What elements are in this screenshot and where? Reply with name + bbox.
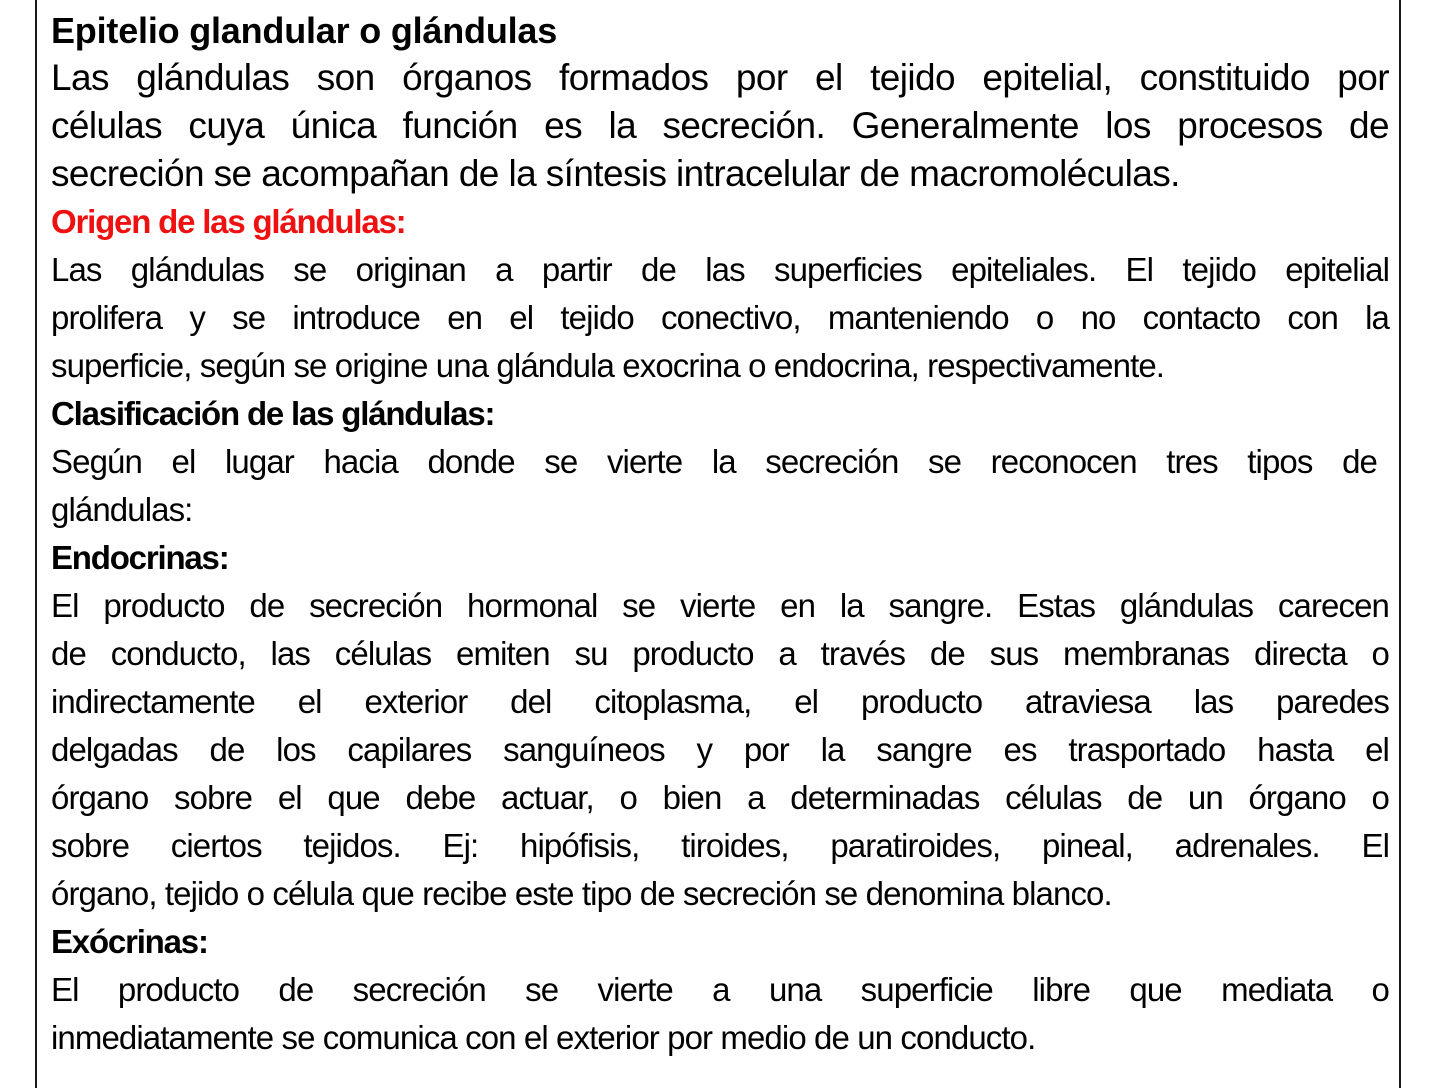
- paragraph-line: Las glándulas se originan a partir de las superficies epiteliales. El tejido epitelial: [51, 251, 1389, 288]
- paragraph-line: glándulas:: [51, 491, 193, 528]
- document-title: Epitelio glandular o glándulas: [51, 10, 558, 51]
- paragraph-line: delgadas de los capilares sanguíneos y por la sangre es trasportado hasta el: [51, 731, 1389, 768]
- paragraph-line: Según el lugar hacia donde se vierte la secreción se reconocen tres tipos de: [51, 443, 1377, 480]
- paragraph-line: superficie, según se origine una glándula exocrina o endocrina, respectivamente.: [51, 347, 1165, 384]
- paragraph-line: indirectamente el exterior del citoplasma, el producto atraviesa las paredes: [51, 683, 1389, 720]
- section-paragraph-endocrinas: [51, 582, 1389, 918]
- intro-line: Las glándulas son órganos formados por el tejido epitelial, constituido por: [51, 57, 1389, 98]
- section-heading-origen: Origen de las glándulas:: [51, 203, 406, 240]
- paragraph-line: órgano sobre el que debe actuar, o bien a determinadas células de un órgano o: [51, 779, 1389, 816]
- paragraph-line: de conducto, las células emiten su producto a través de sus membranas directa o: [51, 635, 1389, 672]
- paragraph-line: órgano, tejido o célula que recibe este tipo de secreción se denomina blanco.: [51, 875, 1112, 912]
- section-paragraph-exocrinas: [51, 966, 1389, 1062]
- section-paragraph-origen: [51, 246, 1389, 390]
- document-body: [51, 8, 1389, 1062]
- intro-line: células cuya única función es la secreción. Generalmente los procesos de: [51, 105, 1389, 146]
- paragraph-line: sobre ciertos tejidos. Ej: hipófisis, tiroides, paratiroides, pineal, adrenales. El: [51, 827, 1389, 864]
- section-paragraph-clasificacion: [51, 438, 1389, 534]
- section-heading-exocrinas: Exócrinas:: [51, 923, 208, 960]
- section-heading-clasificacion: Clasificación de las glándulas:: [51, 395, 495, 432]
- section-heading-endocrinas: Endocrinas:: [51, 539, 229, 576]
- intro-line: secreción se acompañan de la síntesis intracelular de macromoléculas.: [51, 153, 1180, 194]
- paragraph-line: prolifera y se introduce en el tejido conectivo, manteniendo o no contacto con la: [51, 299, 1389, 336]
- paragraph-line: inmediatamente se comunica con el exterior por medio de un conducto.: [51, 1019, 1036, 1056]
- paragraph-line: El producto de secreción se vierte a una superficie libre que mediata o: [51, 971, 1389, 1008]
- intro-paragraph: [51, 54, 1389, 198]
- paragraph-line: El producto de secreción hormonal se vierte en la sangre. Estas glándulas carecen: [51, 587, 1389, 624]
